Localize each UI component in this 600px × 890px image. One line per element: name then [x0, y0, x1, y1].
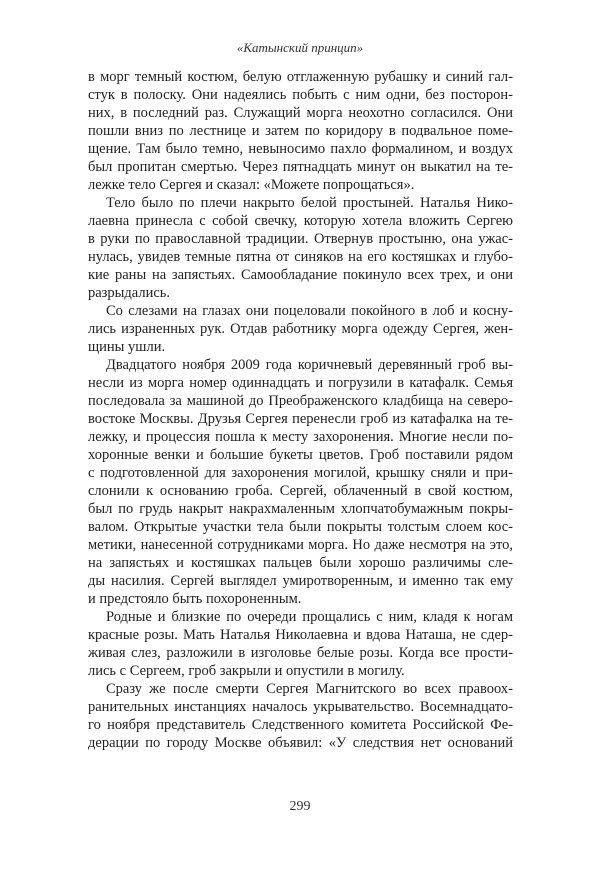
text-line: последовала за машиной до Преображенского кладбища на северо- — [88, 393, 513, 409]
text-line: валом. Открытые участки тела были покрыты толстым слоем кос- — [88, 519, 513, 535]
text-line: в морг темный костюм, белую отглаженную рубашку и синий гал- — [88, 69, 513, 85]
text-line: красные розы. Мать Наталья Николаевна и вдова Наташа, не сдер- — [88, 627, 513, 643]
page-number: 299 — [289, 799, 311, 814]
text-line: лежке тело Сергея и сказал: «Можете попрощаться». — [88, 177, 415, 193]
text-line: них, в последний раз. Служащий морга неохотно согласился. Они — [88, 105, 513, 121]
text-line: пошли вниз по лестнице и затем по коридору в подвальное поме- — [88, 123, 513, 139]
text-line: и предстояло быть похороненным. — [88, 591, 302, 607]
text-line: слонили к основанию гроба. Сергей, облаченный в свой костюм, — [88, 483, 513, 499]
text-line: с подготовленной для захоронения могилой, крышку сняли и при- — [88, 465, 513, 481]
body-text — [88, 68, 513, 752]
text-line: Со слезами на глазах они поцеловали покойного в лоб и косну- — [106, 303, 513, 319]
text-line: разрыдались. — [88, 285, 171, 301]
text-line: го ноября представитель Следственного комитета Российской Фе- — [88, 717, 513, 733]
text-line: нулась, увидев темные пятна от синяков на его костяшках и глубо- — [88, 249, 513, 265]
text-line: живая слез, разложили в изголовье белые розы. Когда все прости- — [88, 645, 513, 661]
text-line: Тело было по плечи накрыто белой простыней. Наталья Нико- — [106, 195, 513, 211]
text-line: востоке Москвы. Друзья Сергея перенесли гроб из катафалка на те- — [88, 411, 513, 427]
text-line: был по грудь накрыт накрахмаленным хлопчатобумажным покры- — [88, 501, 513, 517]
text-line: несли из морга номер одиннадцать и погрузили в катафалк. Семья — [88, 375, 513, 391]
text-line: ды насилия. Сергей выглядел умиротворенным, и именно так ему — [88, 573, 513, 589]
text-line: Родные и близкие по очереди прощались с ним, кладя к ногам — [106, 609, 513, 625]
text-line: на запястьях и костяшках пальцев были хорошо различимы сле- — [88, 555, 513, 571]
text-line: лежку, и процессия пошла к месту захоронения. Многие несли по- — [88, 429, 513, 445]
text-line: в руки по православной традиции. Отвернув простыню, она ужас- — [88, 231, 513, 247]
text-line: дерации по городу Москве объявил: «У следствия нет оснований — [88, 735, 513, 751]
text-line: ранительных инстанциях началось укрывательство. Восемнадцато- — [88, 699, 513, 715]
text-line: лись с Сергеем, гроб закрыли и опустили в могилу. — [88, 663, 405, 679]
text-line: щение. Там было темно, невыносимо пахло формалином, и воздух — [88, 141, 513, 157]
text-line: лись израненных рук. Отдав работнику морга одежду Сергея, жен- — [88, 321, 513, 337]
text-line: Сразу же после смерти Сергея Магнитского во всех правоох- — [106, 681, 513, 697]
text-line: лаевна принесла с собой свечку, которую хотела вложить Сергею — [88, 213, 513, 229]
text-line: стук в полоску. Они надеялись побыть с ним одни, без посторон- — [88, 87, 513, 103]
text-line: метики, нанесенной сотрудниками морга. Но даже несмотря на это, — [88, 537, 513, 553]
text-line: кие раны на запястьях. Самообладание покинуло всех трех, и они — [88, 267, 513, 283]
text-line: щины ушли. — [88, 339, 166, 355]
text-line: хоронные венки и большие букеты цветов. Гроб поставили рядом — [88, 447, 513, 463]
running-head: «Катынский принцип» — [236, 40, 364, 55]
text-line: Двадцатого ноября 2009 года коричневый деревянный гроб вы- — [106, 357, 513, 373]
text-line: был пропитан смертью. Через пятнадцать минут он выкатил на те- — [88, 159, 513, 175]
